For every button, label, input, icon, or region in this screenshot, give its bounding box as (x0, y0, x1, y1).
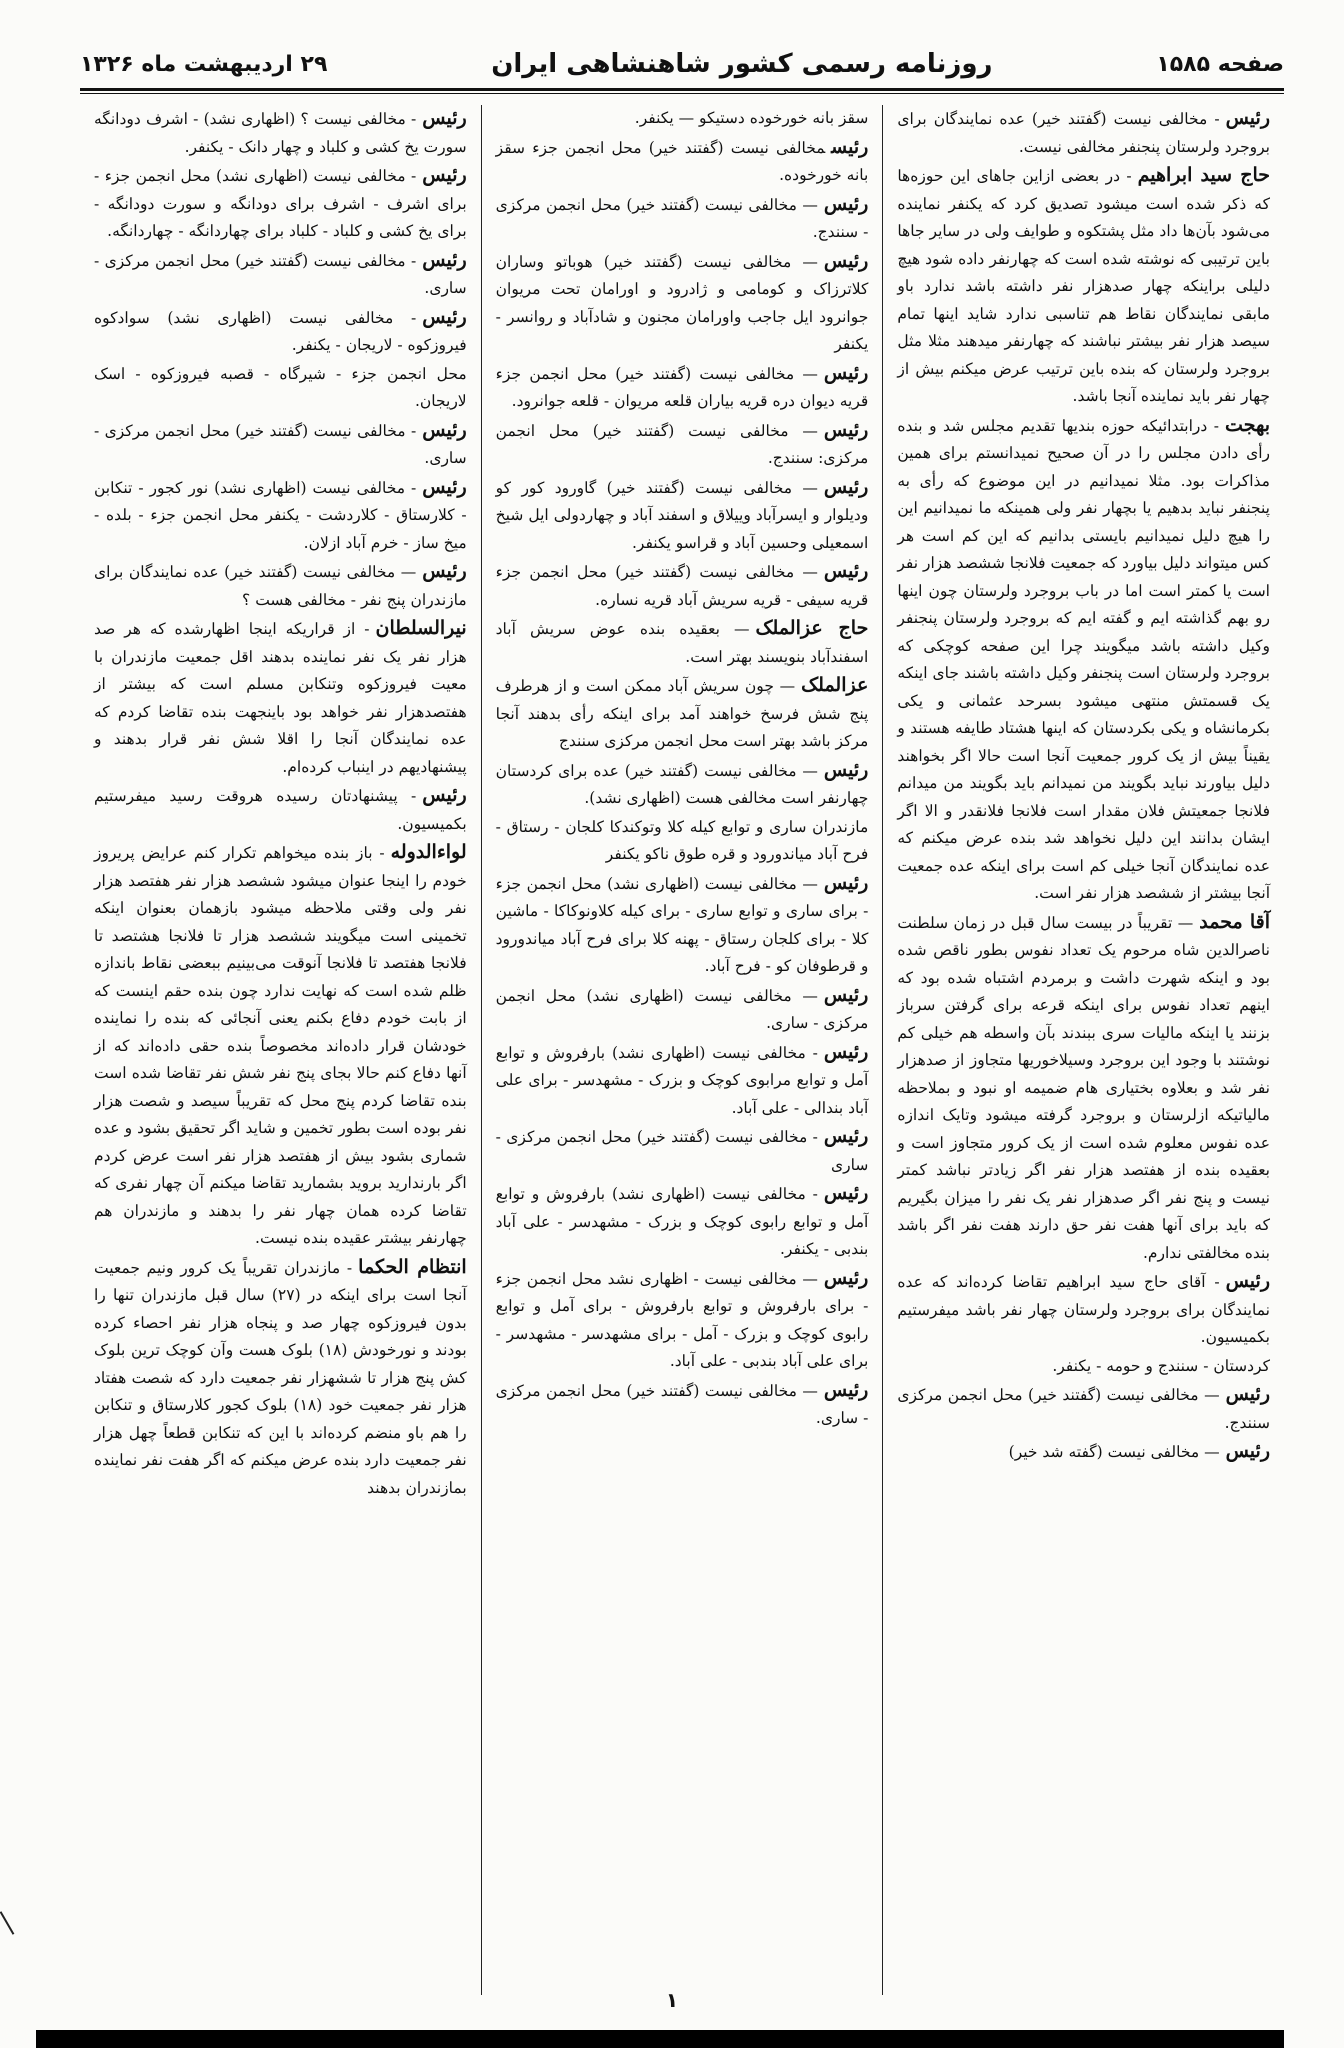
speaker-name: رئیس (1225, 1440, 1270, 1462)
speaker-name: رئیس (823, 475, 869, 498)
speaker-name: رئیس (422, 164, 467, 186)
entry-text: کردستان - سنندج و حومه - یکنفر. (1052, 1356, 1270, 1375)
transcript-entry (496, 615, 869, 671)
transcript-entry (496, 1039, 869, 1123)
entry-text: — مخالفی نیست (گفتند خیر) محل انجمن مرکزی - سنندج. (495, 195, 869, 241)
transcript-entry (496, 134, 869, 190)
entry-text: — مخالفی نیست (گفتند خیر) هوباتو وساران کلاترزاک و کومامی و ژادرود و اورامان تحت مریوان جوانرود ایل جاجب واورامان مجنون و شادآباد و روانسر - یکنفر (495, 252, 869, 353)
transcript-entry (94, 162, 467, 246)
speaker-name: لواءالدوله (390, 841, 467, 863)
transcript-entry (94, 361, 467, 416)
transcript-entry (496, 814, 869, 869)
speaker-name: نیرالسلطان (375, 617, 467, 639)
transcript-entry (897, 1268, 1270, 1352)
entry-text: - مخالفی نیست (اظهاری نشد) بارفروش و توابع آمل و توابع رابوی کوچک و بزرک - مشهدسر - علی آباد بندبی - یکنفر. (495, 1185, 869, 1258)
entry-text: - مخالفی نیست (گفتند خیر) محل انجمن مرکزی - ساری (495, 1128, 869, 1174)
speaker-name: آقا محمد (1199, 910, 1270, 933)
speaker-name: رئیس (823, 192, 869, 215)
speaker-name: رئیس (422, 305, 467, 328)
transcript-entry (897, 105, 1270, 161)
transcript-entry (897, 1438, 1270, 1467)
entry-text: — مخالفی نیست (گفتند خیر) عده نمایندگان برای مازندران پنج نفر - مخالفی هست ؟ (93, 563, 467, 609)
newspaper-title: روزنامه رسمی کشور شاهنشاهی ایران (491, 49, 993, 79)
columns (80, 105, 1284, 1995)
transcript-entry (496, 248, 869, 359)
entry-text: — مخالفی نیست (گفتند خیر) محل انجمن جزء قریه دیوان دره قریه بیاران قلعه مریوان - قلعه جوانرود. (495, 364, 869, 410)
speaker-name: رئیس (823, 871, 869, 894)
transcript-entry (496, 191, 869, 247)
transcript-entry (94, 1254, 467, 1503)
header-rule (80, 88, 1284, 91)
transcript-entry (94, 105, 467, 161)
transcript-entry (94, 839, 467, 1253)
column-right (883, 105, 1284, 1995)
transcript-entry (94, 782, 467, 838)
speaker-name: رئیس (1225, 1383, 1270, 1405)
entry-text: - مخالفی نیست (اظهاری نشد) نور کجور - تنکابن - کلارستاق - کلاردشت - یکنفر محل انجمن جزء - بلده - میخ ساز - خرم آباد ازلان. (93, 478, 467, 552)
speaker-name: عزالملک (801, 674, 869, 696)
entry-text: - از قراریکه اینجا اظهارشده که هر صد هزار نفر یک نفر نماینده بدهند اقل جمعیت مازندران با معیت فیروزکوه وتنکابن مسلم است که بیشتر از هفتصدهزار نفر خواهد بود باینجهت بنده تقاضا کردم که عده نمایندگان آنجا را اقلا شش نفر قرار بدهند و پیشنهادیهم در اینباب کرده‌ام. (93, 620, 467, 776)
speaker-name: رئیس (422, 107, 467, 129)
speaker-name: رئیس (823, 983, 869, 1006)
transcript-entry (94, 304, 467, 360)
issue-date: ۲۹ اردیبهشت ماه ۱۳۲۶ (80, 51, 328, 77)
entry-text: — مخالفی نیست (گفتند خیر) محل انجمن جزء قریه سیفی - قریه سریش آباد قریه نساره. (495, 563, 869, 609)
entry-text: — مخالفی نیست (گفتند خیر) محل انجمن مرکزی - ساری. (495, 1381, 869, 1427)
transcript-entry (496, 1123, 869, 1179)
speaker-name: رئیس (823, 1040, 869, 1063)
entry-text: - مخالفی نیست (گفتند خیر) محل انجمن مرکزی - ساری. (93, 421, 467, 467)
transcript-entry (496, 1265, 869, 1376)
speaker-name: رئیس (823, 361, 869, 384)
entry-text: — مخالفی نیست - اظهاری نشد محل انجمن جزء - برای بارفروش و توابع بارفروش - برای آمل و توابع رابوی کوچک و بزرک - آمل - برای مشهدسر - مشهدسر - برای علی آباد بندبی - علی آباد. (495, 1269, 869, 1370)
entry-text: - درابتدائیکه حوزه بندیها تقدیم مجلس شد و بنده رأی دادن مجلس را در آن صحیح نمیدانستم برای همین مذاکرات بود. مثلا نمیدانیم در این موضوع که رأی به پنجنفر نباید بدهیم یا بچهار نفر ولی همینکه ما نمیدانیم این را هیچ دلیل نمیدانیم بایستی بدانیم که این کم است هر کس میتواند دلیل بیاورد که جمعیت فلانجا ششصد هزار نفر است یا کمتر است اما در باب بروجرد ولرستان چون اینها رو بهم گذاشته ایم و گفته ایم که بروجرد ولرستان پنجنفر وکیل داشته باشد میگویند چرا این صفحه کوچکی که بروجرد ولرستان است پنجنفر وکیل داشته باشند جای اینکه یک قسمتش منتهی میشود بسرحد عثمانی و یکی بکرمانشاه و یکی بکردستان که اینها هشتاد طایفه هستند و یقیناً بیش از یک کرور جمعیت آنجا است حالا اگر بخواهند دلیل بیاورند نباید بگویند من نمیدانم باید بگویند من میدانم فلانجا جمعیتش فلان مقدار است فلانجا فلانقدر و الا اگر ایشان بدانند این دلیل نخواهد شد بنده عرض میکنم که عده نمایندگان آنجا خیلی کم است برای اینکه عده جمعیت آنجا بیشتر از ششصد هزار نفر است. (897, 416, 1270, 902)
speaker-name: رئیس (1225, 107, 1270, 129)
speaker-name: رئیس (422, 418, 467, 441)
speaker-name: رئیس (422, 560, 467, 582)
speaker-name: رئیس (831, 135, 869, 158)
transcript-entry (496, 1180, 869, 1264)
entry-text: — مخالفی نیست (گفتند خیر) گاورود کور کو ودیلوار و ایسرآباد وییلاق و اسفند آباد و چهاردولی ایل شیخ اسمعیلی وحسین آباد و قراسو یکنفر. (495, 478, 869, 552)
transcript-entry (496, 870, 869, 981)
speaker-name: رئیس (823, 249, 869, 272)
transcript-entry (496, 982, 869, 1038)
entry-text: مخالفی نیست (گفتند خیر) محل انجمن جزء سقز بانه خورخوده. (495, 138, 869, 184)
column-left (80, 105, 481, 1995)
entry-text: - مخالفی نیست (اظهاری نشد) بارفروش و توابع آمل و توابع مرابوی کوچک و بزرک - مشهدسر - برای علی آباد بندالی - علی آباد. (495, 1043, 869, 1117)
transcript-entry (94, 417, 467, 473)
entry-text: — تقریباً در بیست سال قبل در زمان سلطنت ناصرالدین شاه مرحوم یک تعداد نفوس بطور ناقص شده بود و اینکه شهرت داشت و برمردم اشتباه شده بود که اینهم تعداد نفوس برای اینکه قرعه برای گرفتن سرباز بزنند یا اینکه مالیات سری ببندند بآن واسطه هم خیلی کم نوشتند با وجود این بروجرد وسیلاخوریها متجاوز از صدهزار نفر شد و بعلاوه بختیاری هام ضمیمه او نبود و بملاحظه مالیاتیکه ازلرستان و بروجرد گرفته میشود وتایک اندازه عده نفوس معلوم شده است از یک کرور متجاوز است و بعقیده بنده از هفتصد هزار نفر اگر زیادتر نباشد کمتر نیست و پنج نفر اگر صدهزار نفر یک نفر را میزان بگیریم که باید برای آنها هفت نفر حق دارند هفت نفر اگر باشد بنده مخالفتی ندارم. (897, 913, 1270, 1262)
transcript-entry (897, 1381, 1270, 1437)
transcript-entry (897, 412, 1270, 908)
scan-mark (0, 1911, 14, 1935)
speaker-name: رئیس (823, 758, 869, 781)
speaker-name: رئیس (823, 1125, 869, 1147)
page-header (80, 40, 1284, 88)
entry-text: — بعقیده بنده عوض سریش آباد اسفندآباد بنویسند بهتر است. (495, 620, 869, 666)
entry-text: — مخالفی نیست (اظهاری نشد) محل انجمن جزء - برای ساری و توابع ساری - برای کیله کلاونوکاکا - ماشین کلا - برای کلجان رستاق - پهنه کلا برای فرح آباد میاندورود و قرطوفان کو - فرح آباد. (495, 874, 869, 975)
speaker-name: رئیس (1225, 1270, 1270, 1292)
speaker-name: رئیس (823, 418, 869, 441)
speaker-name: حاج عزالملک (755, 617, 869, 639)
transcript-entry (94, 615, 467, 781)
transcript-entry (496, 558, 869, 614)
entry-text: محل انجمن جزء - شیرگاه - قصبه فیروزکوه - اسک لاریجان. (93, 364, 467, 410)
transcript-entry (496, 672, 869, 756)
entry-text: — مخالفی نیست (گفتند خیر) محل انجمن مرکزی سنندج. (897, 1386, 1270, 1432)
speaker-name: رئیس (422, 248, 467, 271)
entry-text: - مازندران تقریباً یک کرور ونیم جمعیت آنجا است برای اینکه در (۲۷) سال قبل مازندران تنها را بدون فیروزکوه چهار صد و پنجاه هزار نفر احصاء کرده بودند و نورخودش (۱۸) بلوک هست وآن کوچک ترین بلوک کش پنج هزار تا ششهزار نفر جمعیت دارد که شصت هفتاد هزار نفر جمعیت خود (۱۸) بلوک کجور کلارستاق و تنکابن را هم باو منضم کرده‌اند با این که تنکابن قطعاً چهل هزار نفر جمعیت دارد بنده عرض میکنم که اگر هفت نفر نماینده بمازندران بدهند (93, 1258, 467, 1497)
speaker-name: رئیس (823, 560, 869, 582)
entry-text: مازندران ساری و توابع کیله کلا وتوکندکا کلجان - رستاق - فرح آباد میاندورود و قره طوق ناکو یکنفر (495, 817, 869, 863)
header-rule-thin (80, 93, 1284, 94)
transcript-entry (897, 162, 1270, 411)
speaker-name: انتظام الحکما (358, 1255, 467, 1278)
entry-text: سقز بانه خورخوده دستیکو — یکنفر. (634, 109, 869, 127)
transcript-entry (897, 1353, 1270, 1381)
transcript-entry (496, 474, 869, 558)
scan-border (36, 2030, 1284, 2048)
entry-text: — چون سریش آباد ممکن است و از هرطرف پنج شش فرسخ خواهند آمد برای اینکه رأی بدهند آنجا مرکز باشد بهتر است محل انجمن مرکزی سنندج (495, 677, 869, 750)
entry-text: - مخالفی نیست (گفتند خیر) عده نمایندگان برای بروجرد ولرستان پنجنفر مخالفی نیست. (897, 110, 1270, 156)
entry-text: - مخالفی نیست (اظهاری نشد) محل انجمن جزء - برای اشرف - اشرف برای دودانگه و سورت دودانگه - برای یخ کشی و کلباد - کلباد برای چهاردانگه - چهاردانگه. (93, 167, 467, 240)
entry-text: - پیشنهادتان رسیده هروقت رسید میفرستیم بکمیسیون. (93, 787, 467, 833)
entry-text: - مخالفی نیست ؟ (اظهاری نشد) - اشرف دودانگه سورت یخ کشی و کلباد و چهار دانک - یکنفر. (93, 110, 467, 156)
page-marker: ۱ (665, 1988, 679, 2012)
speaker-name: رئیس (422, 784, 467, 806)
transcript-entry (94, 558, 467, 614)
transcript-entry (94, 474, 467, 558)
speaker-name: بهجت (1225, 413, 1270, 436)
page-number: صفحه ۱۵۸۵ (1156, 51, 1284, 77)
transcript-entry (496, 360, 869, 416)
speaker-name: رئیس (823, 1266, 869, 1289)
entry-text: - مخالفی نیست (گفتند خیر) محل انجمن مرکزی - ساری. (93, 251, 467, 297)
speaker-name: رئیس (823, 1378, 869, 1401)
transcript-entry (496, 757, 869, 813)
speaker-name: حاج سید ابراهیم (1137, 164, 1270, 186)
column-middle (482, 105, 883, 1995)
transcript-entry (496, 1377, 869, 1433)
transcript-entry (94, 247, 467, 303)
entry-text: - مخالفی نیست (اظهاری نشد) سوادکوه فیروزکوه - لاریجان - یکنفر. (93, 308, 467, 354)
entry-text: — مخالفی نیست (اظهاری نشد) محل انجمن مرکزی - ساری. (495, 986, 869, 1032)
speaker-name: رئیس (422, 475, 467, 498)
entry-text: — مخالفی نیست (گفته شد خیر) (1008, 1443, 1220, 1461)
transcript-entry (496, 417, 869, 473)
entry-text: - در بعضی ازاین جاهای این حوزه‌ها که ذکر شده است میشود تصدیق کرد که یکنفر نماینده می‌شود بآن‌ها داد مثل پشتکوه و طوایف ولی در سایر جاها باین ترتیبی که نوشته شده است که چهارنفر داده شود هیچ دلیلی براینکه چهار صدهزار نفر داشته باشد ندارد باو مابقی نمایندگان نقاط هم تناسبی ندارد شاید اینها تمام سیصد هزار نفر بیشتر نباشند که چهارنفر میدهند مثلا مثل بروجرد ولرستان که بنده باین ترتیب عرض میکنم بیش از چهار نفر باید نماینده آنجا باشد. (897, 167, 1270, 405)
entry-text: - باز بنده میخواهم تکرار کنم عرایض پریروز خودم را اینجا عنوان میشود ششصد هزار نفر هفتصد هزار نفر ولی وقتی ملاحظه میشود بازهمان بعنوان اینکه تخمینی است میگویند ششصد هزار تا فلانجا هشتصد تا فلانجا هفتصد تا فلانجا آنوقت می‌بینیم ببعضی نقاط باندازه ظلم شده است که نهایت ندارد چون بنده حقم اینست که از بابت خودم دفاع بکنم یعنی آنجائی که بنده را نماینده خودشان قرار داده‌اند مخصوصاً بنده حقی داده‌اند که از آنها دفاع کنم حالا بجای پنج نفر شش نفر تقاضا شده است بنده تقاضا کردم پنج محل که تقریباً سیصد و شصت هزار نفر بوده است بطور تخمین و شاید اگر تحقیق بشود و عده شماری بشود بیش از هفتصد هزار نفر است عرض کردم اگر بارندارید بروید بشمارید تقاضا میکنم آن چهار نفری که تقاضا کرده همان چهار نفر را بدهند و مازندران هم چهارنفر بیشتر عقیده بنده نیست. (93, 844, 467, 1247)
transcript-entry (496, 105, 869, 133)
entry-text: — مخالفی نیست (گفتند خیر) عده برای کردستان چهارنفر است مخالفی هست (اظهاری نشد). (495, 761, 869, 807)
entry-text: - آقای حاج سید ابراهیم تقاضا کرده‌اند که عده نمایندگان برای بروجرد ولرستان چهار نفر باشد میفرستیم بکمیسیون. (897, 1273, 1270, 1346)
transcript-entry (897, 909, 1270, 1268)
speaker-name: رئیس (823, 1182, 869, 1204)
entry-text: — مخالفی نیست (گفتند خیر) محل انجمن مرکزی: سنندج. (495, 421, 869, 467)
